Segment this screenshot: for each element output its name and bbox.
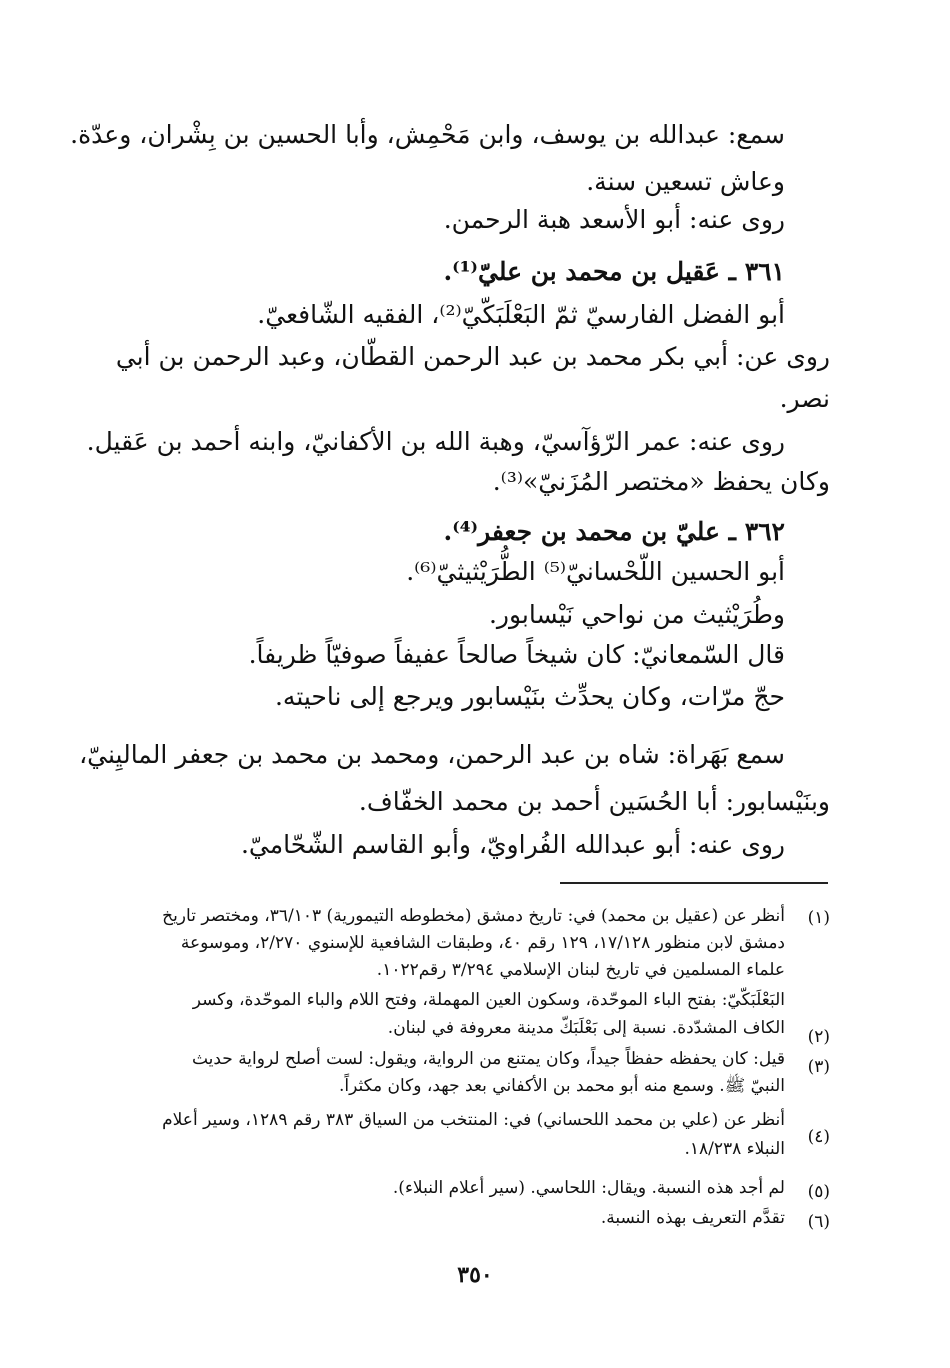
footnote-line: النبلاء ١٨/٢٣٨. <box>684 1139 785 1159</box>
footnote-number: (٦) <box>807 1212 830 1232</box>
body-line: نصر. <box>779 384 830 413</box>
body-line: حجّ مرّات، وكان يحدِّث بنَيْسابور ويرجع إلى ناحيته. <box>274 682 785 711</box>
footnote-line: لم أجد هذه النسبة. ويقال: اللحاسي. (سير أعلام النبلاء). <box>392 1178 785 1198</box>
footnote-number: (٣) <box>807 1057 830 1077</box>
body-line: أبو الفضل الفارسيّ ثمّ البَعْلَبَكّيّ⁽²⁾، الفقيه الشّافعيّ. <box>257 300 785 329</box>
body-line: وطُرَيْثيث من نواحي نَيْسابور. <box>488 600 785 629</box>
footnote-number: (١) <box>807 908 830 928</box>
footnote-line: النبيّ ﷺ. وسمع منه أبو محمد بن الأكفاني بعد جهد، وكان مكثراً. <box>338 1076 785 1096</box>
footnote-line: الكاف المشدّدة. نسبة إلى بَعْلَبَكّ مدينة معروفة في لبنان. <box>387 1018 785 1038</box>
footnote-separator <box>560 882 828 884</box>
entry-heading-362: ٣٦٢ ـ عليّ بن محمد بن جعفر⁽⁴⁾. <box>443 517 785 546</box>
footnote-number: (٢) <box>807 1027 830 1047</box>
body-line: روى عنه: أبو عبدالله الفُراويّ، وأبو القاسم الشّحّاميّ. <box>240 830 785 859</box>
body-line: أبو الحسين اللّحْسانيّ⁽⁵⁾ الطُّرَيْثيثيّ⁽⁶⁾. <box>406 557 785 586</box>
entry-heading-361: ٣٦١ ـ عَقيل بن محمد بن عليّ⁽¹⁾. <box>443 257 785 286</box>
body-line: روى عنه: أبو الأسعد هبة الرحمن. <box>443 205 785 234</box>
footnote-line: أنظر عن (علي بن محمد اللحساني) في: المنتخب من السياق ٣٨٣ رقم ١٢٨٩، وسير أعلام <box>162 1110 785 1130</box>
body-line: سمع: عبدالله بن يوسف، وابن مَحْمِش، وأبا الحسين بن بِشْران، وعدّة. <box>70 120 785 149</box>
body-line: روى عن: أبي بكر محمد بن عبد الرحمن القطّان، وعبد الرحمن بن أبي <box>115 342 830 371</box>
footnote-line: قيل: كان يحفظه حفظاً جيداً، وكان يمتنع من الرواية، ويقول: لست أصلح لرواية حديث <box>191 1049 785 1069</box>
body-line: روى عنه: عمر الرّؤآسيّ، وهبة الله بن الأكفانيّ، وابنه أحمد بن عَقيل. <box>86 427 785 456</box>
footnote-number: (٤) <box>807 1127 830 1147</box>
footnote-line: دمشق لابن منظور ١٧/١٢٨، ١٢٩ رقم ٤٠، وطبقات الشافعية للإسنوي ٢/٢٧٠، وموسوعة <box>180 933 785 953</box>
footnote-line: البَعْلَبَكّيّ: بفتح الباء الموحّدة، وسكون العين المهملة، وفتح اللام والباء الموحّدة، وكسر <box>192 990 785 1010</box>
footnote-line: أنظر عن (عقيل بن محمد) في: تاريخ دمشق (مخطوطه التيمورية) ٣٦/١٠٣، ومختصر تاريخ <box>162 906 785 926</box>
footnote-line: علماء المسلمين في تاريخ لبنان الإسلامي ٣/٢٩٤ رقم١٠٢٢. <box>376 960 785 980</box>
body-line: قال السّمعانيّ: كان شيخاً صالحاً عفيفاً صوفيّاً ظريفاً. <box>248 640 785 669</box>
body-line: سمع بَهَراة: شاه بن عبد الرحمن، ومحمد بن محمد بن جعفر الماليِنيّ، <box>79 740 785 769</box>
footnote-line: تقدَّم التعريف بهذه النسبة. <box>600 1208 785 1228</box>
page-number: ٣٥٠ <box>457 1262 493 1288</box>
body-line: وعاش تسعين سنة. <box>586 167 785 196</box>
body-line: وكان يحفظ «مختصر المُزَنيّ»⁽³⁾. <box>492 467 830 496</box>
footnote-number: (٥) <box>807 1182 830 1202</box>
body-line: وبنَيْسابور: أبا الحُسَين أحمد بن محمد الخفّاف. <box>358 787 830 816</box>
